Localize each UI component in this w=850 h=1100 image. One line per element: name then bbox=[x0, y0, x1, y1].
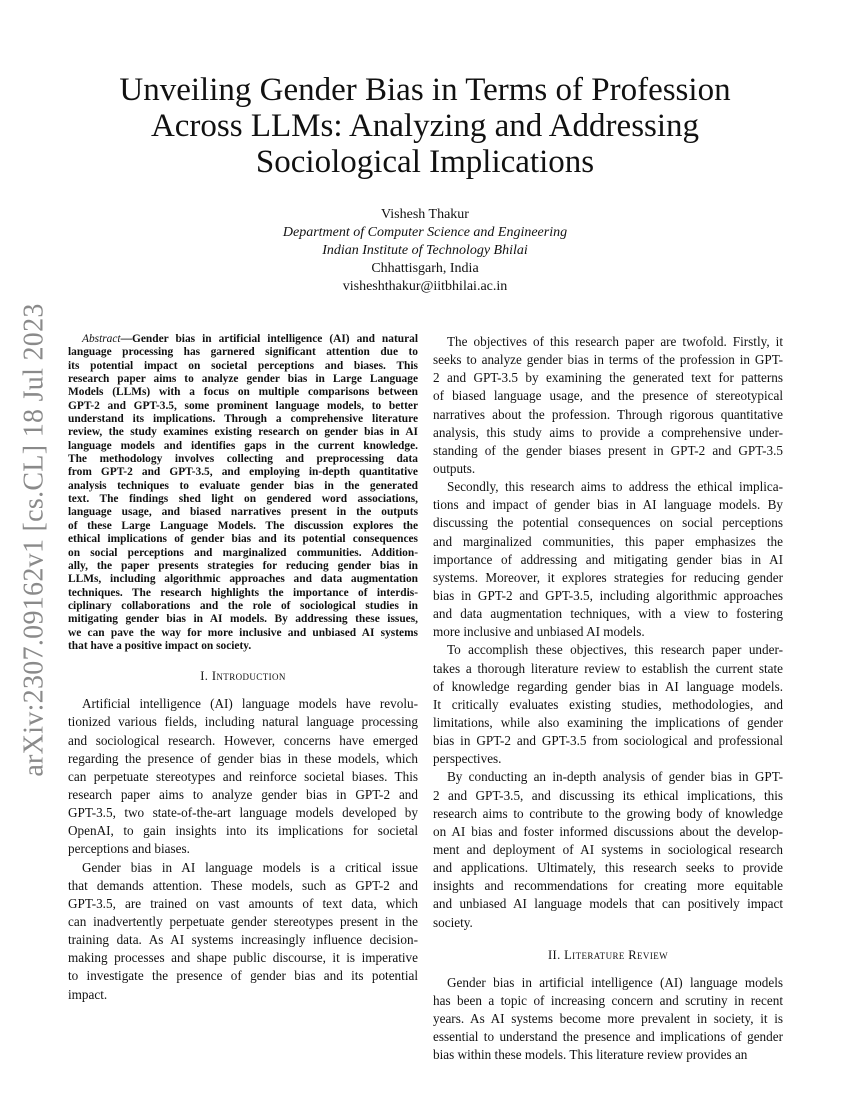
abstract-line: ally, the paper presents strategies for reducing gender bias in bbox=[68, 559, 418, 572]
text-line: To accomplish these objectives, this research paper under- bbox=[447, 642, 783, 658]
text-line: and data augmentation techniques, with a view to fostering bbox=[433, 606, 783, 622]
text-line: Gender bias in AI language models is a critical issue bbox=[82, 859, 418, 875]
text-line: bias within these models. This literature review provides an bbox=[433, 1047, 748, 1063]
text-line: perceptions and biases. bbox=[68, 841, 190, 857]
text-line: ment and deployment of AI systems in sociological research bbox=[433, 841, 783, 857]
text-line: bias in GPT-2 and GPT-3.5 from sociological and professional bbox=[433, 733, 783, 749]
section-title: Literature Review bbox=[564, 947, 669, 962]
abstract-line: understand its implications. Through a comprehensive literature bbox=[68, 413, 418, 426]
text-line: more inclusive and unbiased AI models. bbox=[433, 624, 645, 640]
abstract-line: ethical implications of gender bias and its potential consequences bbox=[68, 533, 418, 546]
abstract-line: of these Large Language Models. The discussion explores the bbox=[68, 519, 418, 532]
text-line: tions and impact of gender bias in AI language models. By bbox=[433, 497, 783, 513]
text-line: can perpetuate stereotypes and reinforce societal biases. This bbox=[68, 768, 418, 784]
left-column bbox=[68, 333, 418, 1004]
text-line: It critically evaluates existing studies, methodologies, and bbox=[433, 696, 783, 712]
author-department: Department of Computer Science and Engineering bbox=[282, 225, 568, 240]
abstract-line: that have a positive impact on society. bbox=[68, 639, 252, 652]
right-column-body bbox=[433, 333, 783, 932]
abstract-line: ciplinary collaborations and the role of sociological studies in bbox=[68, 599, 418, 612]
text-line: impact. bbox=[68, 986, 108, 1002]
text-line: on AI bias and foster informed discussions about the develop- bbox=[433, 823, 783, 839]
abstract-line-text: —Gender bias in artificial intelligence (AI) and natural bbox=[120, 333, 418, 345]
text-line: Gender bias in artificial intelligence (AI) language models bbox=[447, 974, 783, 990]
text-line: regarding the presence of gender bias in these models, which bbox=[68, 750, 418, 766]
text-line: and marginalized communities, this paper emphasizes the bbox=[433, 533, 783, 549]
text-line: that demands attention. These models, such as GPT-2 and bbox=[68, 877, 418, 893]
text-line: analysis, this study aims to provide a comprehensive under- bbox=[433, 424, 783, 440]
section-number: II. bbox=[547, 947, 561, 962]
text-line: OpenAI, to gain insights into its implications for societal bbox=[68, 823, 418, 839]
text-line: By conducting an in-depth analysis of gender bias in GPT- bbox=[447, 769, 783, 785]
text-line: discussing the potential consequences on social perceptions bbox=[433, 515, 783, 531]
section-heading-literature-review bbox=[433, 946, 783, 964]
abstract-line: language models and identifies gaps in the current knowledge. bbox=[68, 439, 418, 452]
author-institute: Indian Institute of Technology Bhilai bbox=[322, 243, 528, 258]
abstract-line: The methodology involves collecting and preprocessing data bbox=[68, 453, 418, 466]
title-line: Across LLMs: Analyzing and Addressing bbox=[150, 108, 700, 144]
text-line: of knowledge regarding gender bias in AI language models. bbox=[433, 678, 783, 694]
text-line: insights and recommendations for creating more equitable bbox=[433, 878, 783, 894]
abstract-line: analysis techniques to evaluate gender bias in the generated bbox=[68, 479, 418, 492]
text-line: outputs. bbox=[433, 460, 476, 476]
title-line: Unveiling Gender Bias in Terms of Profession bbox=[119, 72, 731, 108]
text-line: research aims to contribute to the growing body of knowledge bbox=[433, 805, 783, 821]
abstract-label: Abstract bbox=[82, 333, 121, 345]
section-title: Introduction bbox=[211, 669, 286, 684]
abstract-line: GPT-2 and GPT-3.5, some prominent language models, to better bbox=[68, 399, 418, 412]
text-line: takes a thorough literature review to establish the current state bbox=[433, 660, 783, 676]
abstract-line: mitigating gender bias in AI models. By addressing these issues, bbox=[68, 613, 418, 626]
abstract-line: from GPT-2 and GPT-3.5, and employing in-depth quantitative bbox=[68, 466, 418, 479]
abstract-line: language usage, and biased narratives present in the outputs bbox=[68, 506, 418, 519]
abstract-line: review, the study examines existing research on gender bias in AI bbox=[68, 426, 418, 439]
abstract-line: language processing has garnered significant attention due to bbox=[68, 346, 418, 359]
text-line: limitations, while also examining the implications of gender bbox=[433, 714, 783, 730]
author-location: Chhattisgarh, India bbox=[371, 261, 479, 276]
introduction-body bbox=[68, 695, 418, 1003]
text-line: importance of addressing and mitigating gender bias in AI bbox=[433, 551, 783, 567]
text-line: bias in GPT-2 and GPT-3.5, including algorithmic approaches bbox=[433, 587, 783, 603]
section-heading-introduction bbox=[68, 667, 418, 685]
section-number: I. bbox=[200, 669, 209, 684]
text-line: making processes and shape public discourse, it is imperative bbox=[68, 950, 418, 966]
text-line: perspectives. bbox=[433, 751, 502, 767]
abstract-line: LLMs, including algorithmic approaches and data augmentation bbox=[68, 573, 418, 586]
text-line: of biased language usage, and the presence of stereotypical bbox=[433, 388, 783, 404]
arxiv-identifier-text: arXiv:2307.09162v1 [cs.CL] 18 Jul 2023 bbox=[19, 303, 51, 777]
text-line: 2 and GPT-3.5, and discussing its ethical implications, this bbox=[433, 787, 783, 803]
text-line: systems. Moreover, it explores strategies for reducing gender bbox=[433, 569, 783, 585]
author-name: Vishesh Thakur bbox=[381, 207, 469, 222]
abstract-line bbox=[68, 333, 418, 346]
abstract-line: research paper aims to analyze gender bias in Large Language bbox=[68, 373, 418, 386]
abstract-line: its potential impact on societal perceptions and biases. This bbox=[68, 359, 418, 372]
arxiv-identifier bbox=[15, 280, 55, 800]
text-line: narratives about the profession. Through rigorous quantitative bbox=[433, 406, 783, 422]
text-line: can inadvertently perpetuate gender stereotypes present in the bbox=[68, 913, 418, 929]
text-line: standing of the gender biases present in GPT-2 and GPT-3.5 bbox=[433, 442, 783, 458]
text-line: research paper aims to analyze gender bias in GPT-2 and bbox=[68, 786, 418, 802]
title-line: Sociological Implications bbox=[255, 144, 595, 180]
text-line: training data. As AI systems increasingly influence decision- bbox=[68, 932, 418, 948]
text-line: and applications. Ultimately, this research seeks to provide bbox=[433, 860, 783, 876]
text-line: 2 and GPT-3.5 by examining the generated text for patterns bbox=[433, 370, 783, 386]
right-column bbox=[433, 333, 783, 1064]
text-line: GPT-3.5, two state-of-the-art language models developed by bbox=[68, 805, 418, 821]
text-line: and sociological research. However, concerns have emerged bbox=[68, 732, 418, 748]
abstract-line: we can pave the way for more inclusive and unbiased AI systems bbox=[68, 626, 418, 639]
text-line: The objectives of this research paper are twofold. Firstly, it bbox=[447, 334, 783, 349]
abstract-line: text. The findings shed light on gendered word associations, bbox=[68, 493, 418, 506]
text-line: Secondly, this research aims to address the ethical implica- bbox=[447, 479, 783, 495]
author-block bbox=[150, 206, 700, 296]
text-line: seeks to analyze gender bias in terms of the profession in GPT- bbox=[433, 352, 783, 368]
text-line: and unbiased AI language models that can positively impact bbox=[433, 896, 783, 912]
literature-review-body bbox=[433, 974, 783, 1065]
text-line: years. As AI systems become more prevalent in society, it is bbox=[433, 1010, 783, 1026]
text-line: GPT-3.5, are trained on vast amounts of text data, which bbox=[68, 895, 418, 911]
text-line: society. bbox=[433, 914, 473, 930]
abstract bbox=[68, 333, 418, 653]
text-line: tionized various fields, including natural language processing bbox=[68, 714, 418, 730]
abstract-line: on social perceptions and marginalized communities. Addition- bbox=[68, 546, 418, 559]
text-line: Artificial intelligence (AI) language models have revolu- bbox=[82, 696, 418, 712]
text-line: has been a topic of increasing concern and scrutiny in recent bbox=[433, 992, 783, 1008]
paper-title bbox=[75, 72, 775, 180]
abstract-line: techniques. The research highlights the importance of interdis- bbox=[68, 586, 418, 599]
text-line: to investigate the presence of gender bias and its potential bbox=[68, 968, 418, 984]
abstract-line: Models (LLMs) with a focus on multiple comparisons between bbox=[68, 386, 418, 399]
author-email: visheshthakur@iitbhilai.ac.in bbox=[342, 279, 508, 294]
text-line: essential to understand the presence and implications of gender bbox=[433, 1029, 783, 1045]
